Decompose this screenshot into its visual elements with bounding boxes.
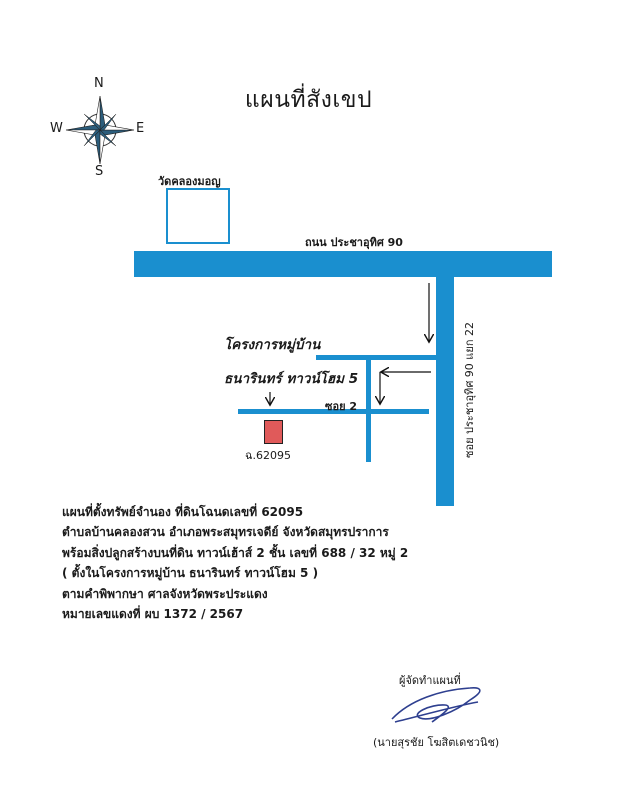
parcel-label: ฉ.62095 (245, 449, 291, 462)
info-line-3: พร้อมสิ่งปลูกสร้างบนที่ดิน ทาวน์เฮ้าส์ 2 ชั้น เลขที่ 688 / 32 หมู่ 2 (62, 545, 409, 560)
map-title: แผนที่สังเขป (244, 87, 373, 113)
info-line-6: หมายเลขแดงที่ ผบ 1372 / 2567 (62, 607, 244, 622)
signature-header: ผู้จัดทำแผนที่ (399, 674, 461, 687)
soi-2-label: ซอย 2 (325, 400, 358, 413)
main-road-label: ถนน ประชาอุทิศ 90 (305, 236, 403, 249)
info-line-4: ( ตั้งในโครงการหมู่บ้าน ธนารินทร์ ทาวน์โฮม 5 ) (62, 566, 319, 581)
compass-w: W (50, 121, 63, 136)
signature-name: (นายสุรชัย โฆสิตเดชวนิช) (373, 736, 500, 749)
temple-label: วัดคลองมอญ (158, 175, 221, 188)
info-line-2: ตำบลบ้านคลองสวน อำเภอพระสมุทรเจดีย์ จังหวัดสมุทรปราการ (62, 525, 389, 540)
info-line-1: แผนที่ตั้งทรัพย์จำนอง ที่ดินโฉนดเลขที่ 62095 (62, 505, 304, 519)
info-line-5: ตามคำพิพากษา ศาลจังหวัดพระประแดง (62, 586, 268, 601)
compass-n: N (94, 76, 104, 91)
project-label-line2: ธนารินทร์ ทาวน์โฮม 5 (224, 371, 359, 387)
side-road-label: ซอย ประชาอุทิศ 90 แยก 22 (463, 322, 476, 458)
project-label-line1: โครงการหมู่บ้าน (224, 337, 321, 353)
compass-e: E (136, 121, 145, 136)
compass-s: S (95, 164, 104, 179)
